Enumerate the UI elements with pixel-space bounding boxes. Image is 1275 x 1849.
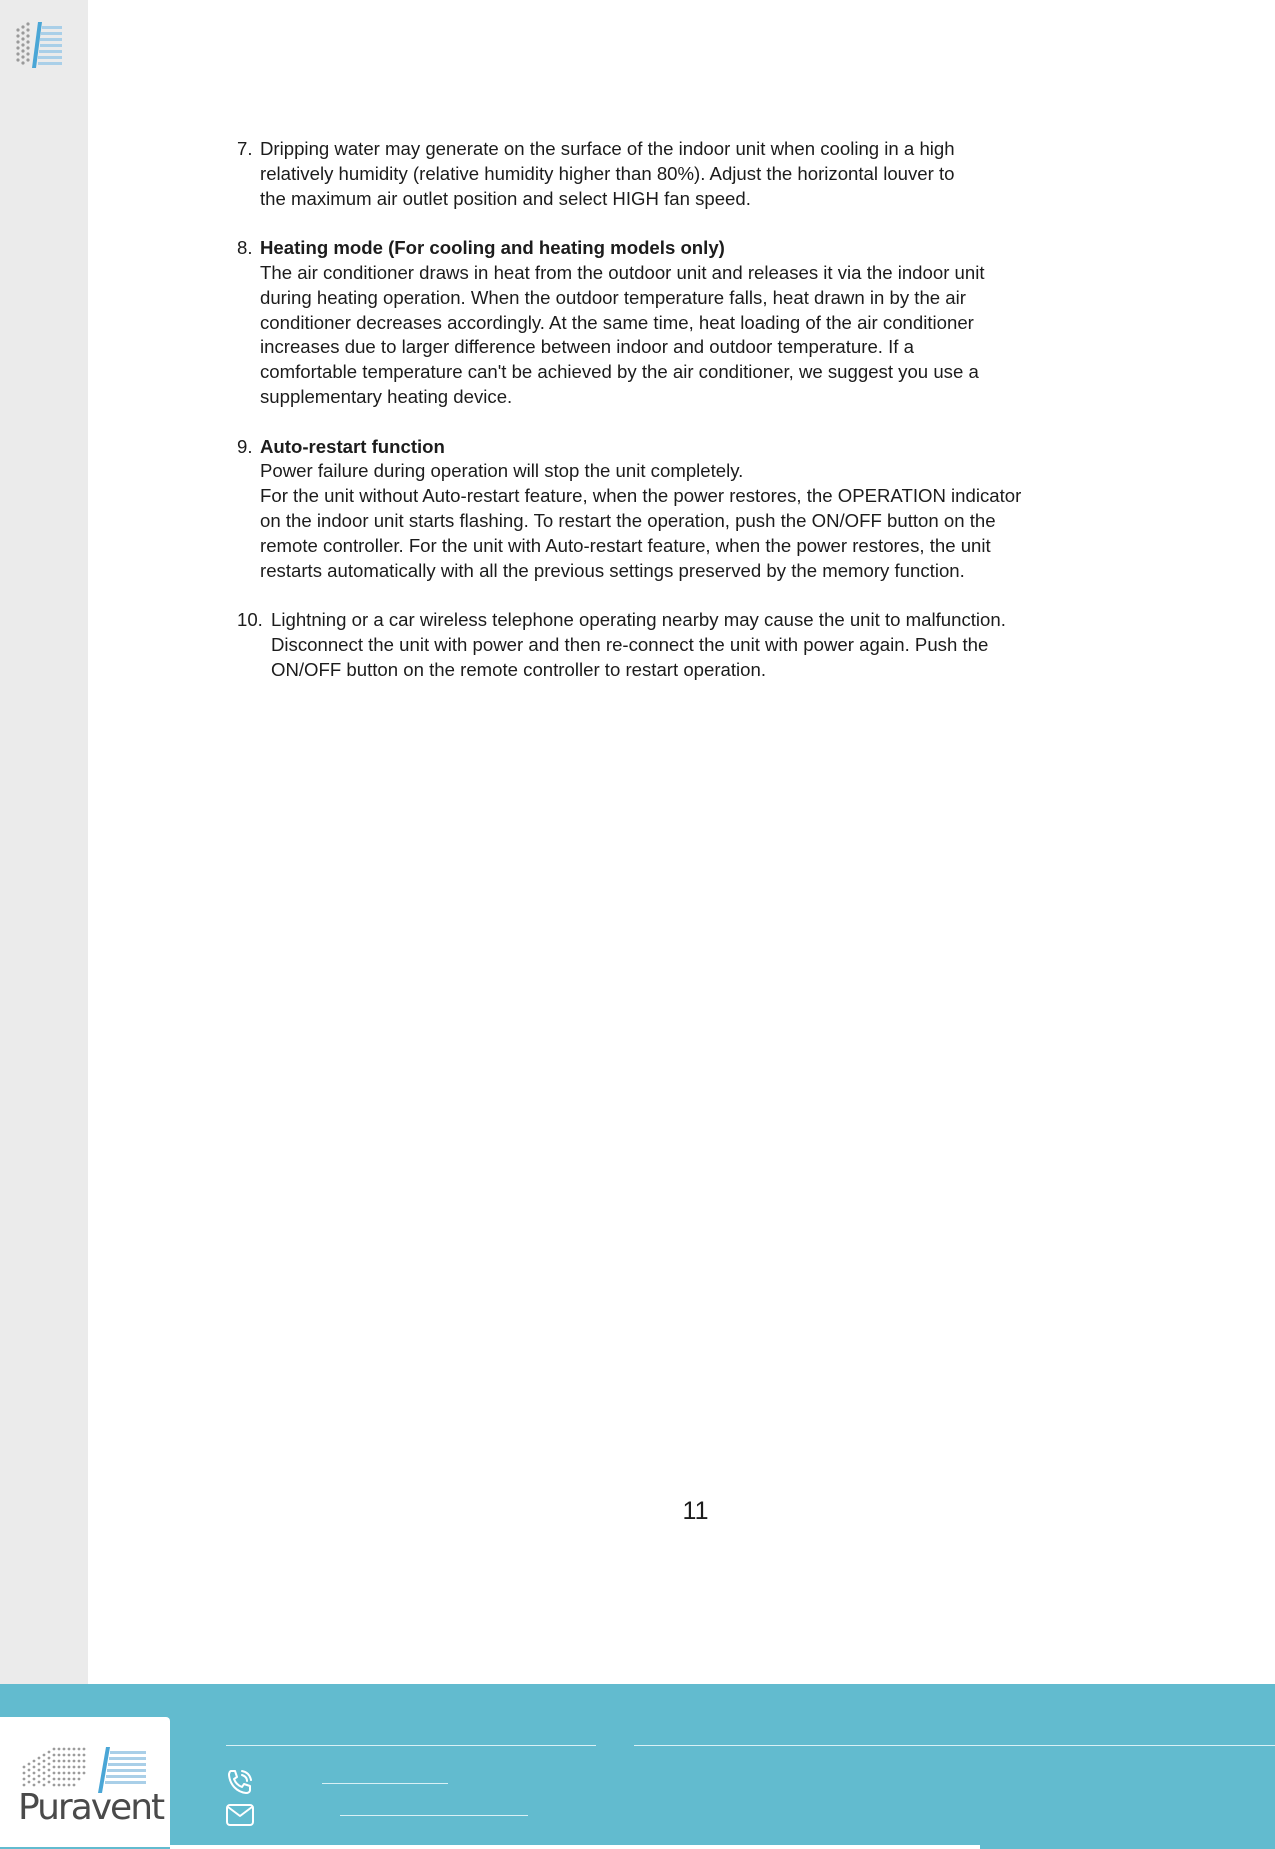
document-body	[237, 137, 1097, 707]
footer-divider	[634, 1745, 1275, 1746]
brand-name: Puravent	[18, 1787, 164, 1828]
item-body: Lightning or a car wireless telephone operating nearby may cause the unit to malfunction. Disconnect the unit with power and then re-connect the unit with power again. Push the ON/OFF button on the remote controller to restart operation.	[271, 609, 1006, 680]
list-item	[237, 435, 1097, 584]
item-heading: Heating mode (For cooling and heating models only)	[260, 237, 725, 259]
brand-mark-icon	[14, 20, 64, 70]
footer-band	[0, 1684, 1275, 1849]
list-item	[237, 137, 1097, 211]
phone-link-underline[interactable]	[322, 1783, 448, 1784]
item-body: The air conditioner draws in heat from the outdoor unit and releases it via the indoor unit during heating operation. When the outdoor temperature falls, heat drawn in by the air conditioner decreases accordingly. At the same time, heat loading of the air conditioner increases due to larger difference between indoor and outdoor temperature. If a comfortable temperature can't be achieved by the air conditioner, we suggest you use a supplementary heating device.	[260, 261, 985, 407]
item-number: 7.	[237, 138, 253, 159]
footer-bottom-edge	[170, 1845, 980, 1849]
email-link-underline[interactable]	[340, 1815, 528, 1816]
page-number: 11	[682, 1497, 709, 1525]
list-item	[237, 608, 1097, 682]
footer-logo	[0, 1717, 170, 1847]
item-heading: Auto-restart function	[260, 435, 445, 457]
item-number: 9.	[237, 435, 253, 457]
item-number: 10.	[237, 609, 263, 631]
left-margin-strip	[0, 0, 88, 1684]
phone-icon[interactable]	[224, 1767, 256, 1797]
footer-divider	[226, 1745, 596, 1746]
list-item	[237, 236, 1097, 410]
item-number: 8.	[237, 237, 253, 259]
mail-icon[interactable]	[224, 1800, 256, 1830]
item-body: Power failure during operation will stop the unit completely. For the unit without Auto-restart feature, when the power restores, the OPERATION indicator on the indoor unit starts flashing. To restart the operation, push the ON/OFF button on the remote controller. For the unit with Auto-restart feature, when the power restores, the unit restarts automatically with all the previous settings preserved by the memory function.	[260, 460, 1022, 581]
item-body: Dripping water may generate on the surface of the indoor unit when cooling in a high relatively humidity (relative humidity higher than 80%). Adjust the horizontal louver to the maximum air outlet position and select HIGH fan speed.	[260, 138, 955, 209]
